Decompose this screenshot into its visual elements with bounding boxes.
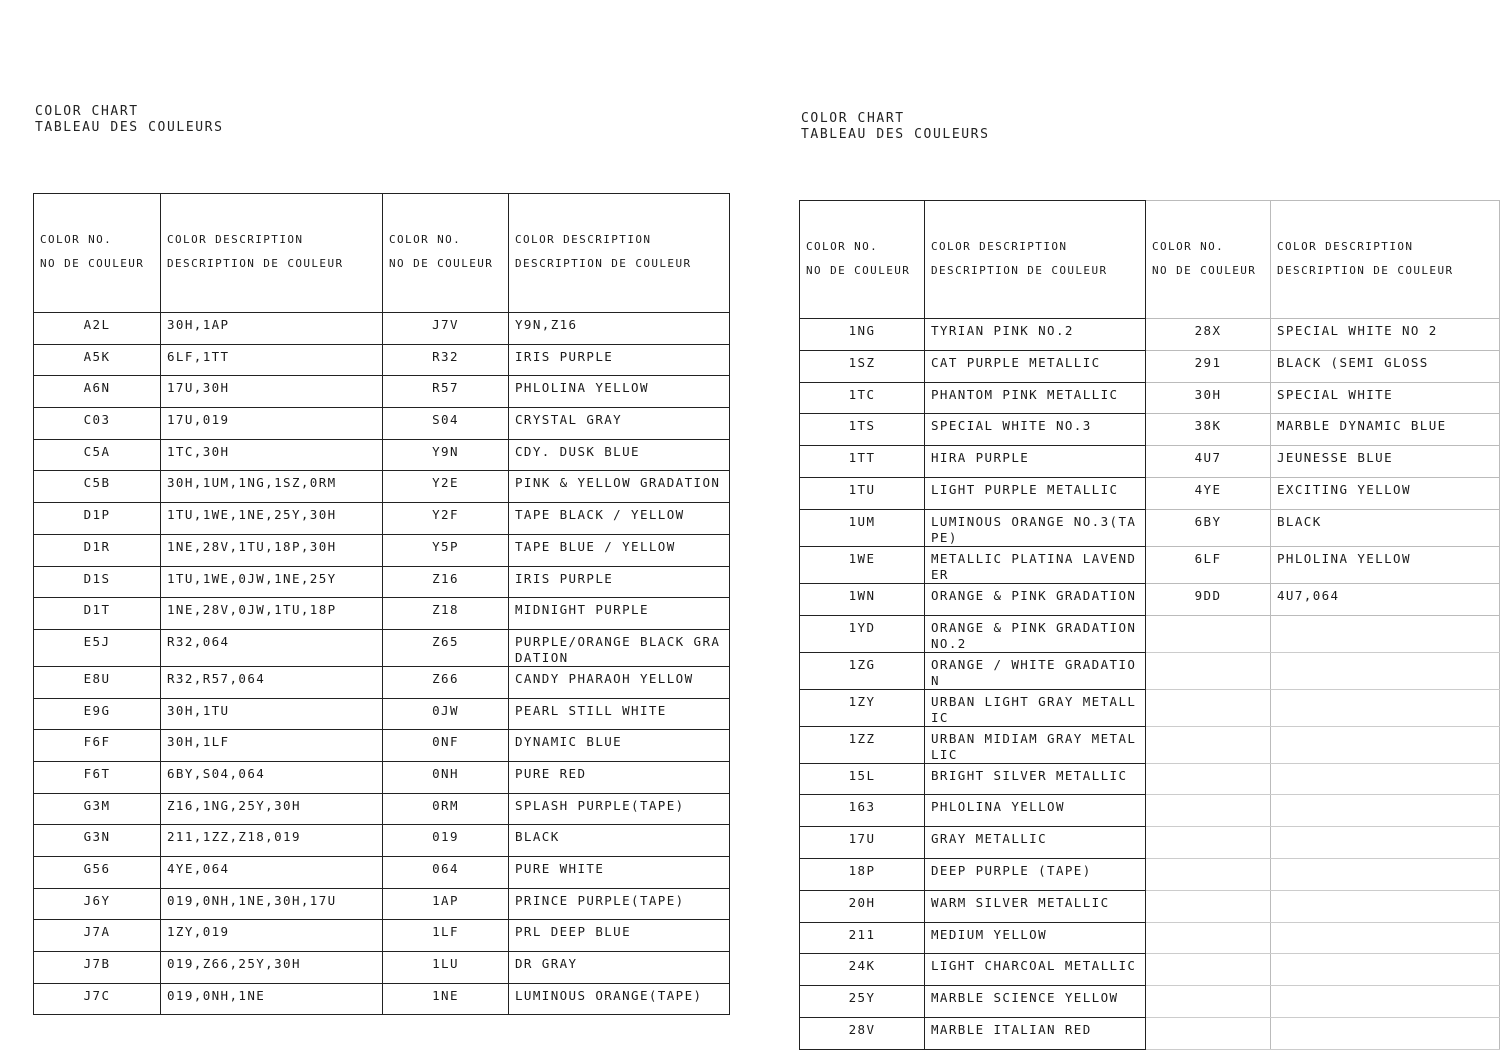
color-code-cell: 1WE bbox=[800, 546, 925, 583]
color-chart-table bbox=[33, 193, 730, 1015]
color-code-cell: D1S bbox=[34, 566, 161, 598]
table-row bbox=[34, 920, 730, 952]
color-code-cell: 019 bbox=[383, 825, 509, 857]
table-row bbox=[800, 583, 1500, 615]
table-row bbox=[800, 795, 1500, 827]
color-description-cell: URBAN MIDIAM GRAY METALLIC bbox=[925, 726, 1146, 763]
color-code-cell bbox=[1146, 795, 1271, 827]
color-code-cell: 1LF bbox=[383, 920, 509, 952]
color-code-cell bbox=[1146, 763, 1271, 795]
color-code-cell: A5K bbox=[34, 344, 161, 376]
color-code-cell: J7A bbox=[34, 920, 161, 952]
table-row bbox=[800, 615, 1500, 652]
table-row bbox=[34, 534, 730, 566]
table-row bbox=[34, 313, 730, 345]
color-description-cell: PURE WHITE bbox=[509, 857, 730, 889]
table-row bbox=[34, 983, 730, 1015]
color-code-cell: F6T bbox=[34, 761, 161, 793]
color-code-cell: 30H bbox=[1146, 382, 1271, 414]
color-code-cell: 064 bbox=[383, 857, 509, 889]
color-description-cell: PEARL STILL WHITE bbox=[509, 698, 730, 730]
color-code-cell: 25Y bbox=[800, 986, 925, 1018]
color-code-cell: 28V bbox=[800, 1017, 925, 1049]
color-code-cell: A6N bbox=[34, 376, 161, 408]
title-english: COLOR CHART bbox=[35, 104, 139, 119]
color-description-cell: PURE RED bbox=[509, 761, 730, 793]
color-code-cell: A2L bbox=[34, 313, 161, 345]
color-code-cell: 1NE bbox=[383, 983, 509, 1015]
header-color-no: COLOR NO. NO DE COULEUR bbox=[1146, 201, 1271, 319]
table-row bbox=[34, 825, 730, 857]
table-row bbox=[800, 922, 1500, 954]
color-description-cell: BLACK (SEMI GLOSS bbox=[1271, 350, 1500, 382]
color-code-cell bbox=[1146, 954, 1271, 986]
color-description-cell: 1TU,1WE,0JW,1NE,25Y bbox=[161, 566, 383, 598]
table-row bbox=[800, 763, 1500, 795]
color-code-cell: Z18 bbox=[383, 598, 509, 630]
table-row bbox=[800, 986, 1500, 1018]
color-chart-table bbox=[799, 200, 1500, 1050]
color-code-cell bbox=[1146, 890, 1271, 922]
page-title bbox=[35, 104, 224, 136]
color-description-cell: LUMINOUS ORANGE(TAPE) bbox=[509, 983, 730, 1015]
color-code-cell: 0JW bbox=[383, 698, 509, 730]
table-row bbox=[34, 888, 730, 920]
table-row bbox=[800, 319, 1500, 351]
table-row bbox=[34, 376, 730, 408]
color-code-cell: R57 bbox=[383, 376, 509, 408]
color-code-cell: 18P bbox=[800, 858, 925, 890]
color-description-cell bbox=[1271, 827, 1500, 859]
color-description-cell bbox=[1271, 689, 1500, 726]
color-code-cell bbox=[1146, 922, 1271, 954]
color-code-cell: F6F bbox=[34, 730, 161, 762]
color-code-cell: 20H bbox=[800, 890, 925, 922]
color-description-cell bbox=[1271, 763, 1500, 795]
header-row bbox=[800, 201, 1500, 319]
color-description-cell: DYNAMIC BLUE bbox=[509, 730, 730, 762]
table-row bbox=[800, 546, 1500, 583]
table-row bbox=[800, 382, 1500, 414]
header-color-description: COLOR DESCRIPTION DESCRIPTION DE COULEUR bbox=[509, 194, 730, 313]
color-description-cell: PURPLE/ORANGE BLACK GRADATION bbox=[509, 629, 730, 666]
color-code-cell: C03 bbox=[34, 408, 161, 440]
table-row bbox=[34, 471, 730, 503]
color-description-cell bbox=[1271, 954, 1500, 986]
color-code-cell: 24K bbox=[800, 954, 925, 986]
color-code-cell: 211 bbox=[800, 922, 925, 954]
color-description-cell: R32,064 bbox=[161, 629, 383, 666]
color-code-cell: D1R bbox=[34, 534, 161, 566]
header-color-no: COLOR NO. NO DE COULEUR bbox=[800, 201, 925, 319]
color-code-cell: Y5P bbox=[383, 534, 509, 566]
color-description-cell: HIRA PURPLE bbox=[925, 446, 1146, 478]
color-code-cell: E8U bbox=[34, 666, 161, 698]
color-code-cell: 163 bbox=[800, 795, 925, 827]
color-description-cell: BLACK bbox=[509, 825, 730, 857]
color-code-cell: 0NF bbox=[383, 730, 509, 762]
table-body bbox=[34, 313, 730, 1015]
color-description-cell: SPECIAL WHITE bbox=[1271, 382, 1500, 414]
color-code-cell: 1TC bbox=[800, 382, 925, 414]
color-code-cell: J6Y bbox=[34, 888, 161, 920]
table-row bbox=[800, 726, 1500, 763]
color-code-cell: 1ZZ bbox=[800, 726, 925, 763]
color-code-cell bbox=[1146, 615, 1271, 652]
color-code-cell: 1YD bbox=[800, 615, 925, 652]
color-code-cell: C5A bbox=[34, 439, 161, 471]
color-code-cell: 1TS bbox=[800, 414, 925, 446]
table-row bbox=[800, 827, 1500, 859]
table-row bbox=[34, 666, 730, 698]
color-description-cell: GRAY METALLIC bbox=[925, 827, 1146, 859]
color-code-cell: J7C bbox=[34, 983, 161, 1015]
color-code-cell: 38K bbox=[1146, 414, 1271, 446]
header-color-description: COLOR DESCRIPTION DESCRIPTION DE COULEUR bbox=[925, 201, 1146, 319]
color-description-cell bbox=[1271, 615, 1500, 652]
header-color-no: COLOR NO. NO DE COULEUR bbox=[34, 194, 161, 313]
color-code-cell: 6LF bbox=[1146, 546, 1271, 583]
color-code-cell: 0NH bbox=[383, 761, 509, 793]
color-description-cell: SPLASH PURPLE(TAPE) bbox=[509, 793, 730, 825]
color-code-cell: S04 bbox=[383, 408, 509, 440]
color-code-cell: Z66 bbox=[383, 666, 509, 698]
color-description-cell: 019,0NH,1NE bbox=[161, 983, 383, 1015]
header-color-description: COLOR DESCRIPTION DESCRIPTION DE COULEUR bbox=[1271, 201, 1500, 319]
color-description-cell: 30H,1UM,1NG,1SZ,0RM bbox=[161, 471, 383, 503]
color-description-cell: ORANGE & PINK GRADATION bbox=[925, 583, 1146, 615]
color-description-cell: 1NE,28V,1TU,18P,30H bbox=[161, 534, 383, 566]
color-description-cell: CRYSTAL GRAY bbox=[509, 408, 730, 440]
header-color-no: COLOR NO. NO DE COULEUR bbox=[383, 194, 509, 313]
color-code-cell bbox=[1146, 858, 1271, 890]
color-description-cell: URBAN LIGHT GRAY METALLIC bbox=[925, 689, 1146, 726]
color-description-cell: PRINCE PURPLE(TAPE) bbox=[509, 888, 730, 920]
color-code-cell: R32 bbox=[383, 344, 509, 376]
color-code-cell: 1NG bbox=[800, 319, 925, 351]
color-description-cell: 1ZY,019 bbox=[161, 920, 383, 952]
table-row bbox=[34, 952, 730, 984]
table-row bbox=[34, 793, 730, 825]
table-row bbox=[34, 629, 730, 666]
color-code-cell: G56 bbox=[34, 857, 161, 889]
color-description-cell: 30H,1AP bbox=[161, 313, 383, 345]
color-description-cell bbox=[1271, 1017, 1500, 1049]
table-row bbox=[800, 446, 1500, 478]
color-description-cell: PHLOLINA YELLOW bbox=[925, 795, 1146, 827]
table-row bbox=[800, 477, 1500, 509]
color-code-cell: E5J bbox=[34, 629, 161, 666]
color-description-cell: DR GRAY bbox=[509, 952, 730, 984]
color-description-cell: 1TC,30H bbox=[161, 439, 383, 471]
color-description-cell: EXCITING YELLOW bbox=[1271, 477, 1500, 509]
table-row bbox=[800, 414, 1500, 446]
table-row bbox=[800, 858, 1500, 890]
color-description-cell: IRIS PURPLE bbox=[509, 344, 730, 376]
color-description-cell: CDY. DUSK BLUE bbox=[509, 439, 730, 471]
table-row bbox=[800, 1017, 1500, 1049]
color-description-cell: 17U,019 bbox=[161, 408, 383, 440]
color-code-cell bbox=[1146, 652, 1271, 689]
color-description-cell: 1NE,28V,0JW,1TU,18P bbox=[161, 598, 383, 630]
color-description-cell: TAPE BLACK / YELLOW bbox=[509, 503, 730, 535]
color-code-cell bbox=[1146, 827, 1271, 859]
color-description-cell: BLACK bbox=[1271, 509, 1500, 546]
color-code-cell: 1WN bbox=[800, 583, 925, 615]
color-description-cell: 211,1ZZ,Z18,019 bbox=[161, 825, 383, 857]
color-description-cell: 30H,1LF bbox=[161, 730, 383, 762]
header-color-description: COLOR DESCRIPTION DESCRIPTION DE COULEUR bbox=[161, 194, 383, 313]
color-description-cell: JEUNESSE BLUE bbox=[1271, 446, 1500, 478]
color-description-cell: CANDY PHARAOH YELLOW bbox=[509, 666, 730, 698]
color-description-cell: MEDIUM YELLOW bbox=[925, 922, 1146, 954]
color-code-cell: 1ZG bbox=[800, 652, 925, 689]
color-description-cell bbox=[1271, 726, 1500, 763]
color-description-cell: BRIGHT SILVER METALLIC bbox=[925, 763, 1146, 795]
color-code-cell: D1T bbox=[34, 598, 161, 630]
color-code-cell: 28X bbox=[1146, 319, 1271, 351]
color-code-cell: 15L bbox=[800, 763, 925, 795]
page-title bbox=[801, 111, 990, 143]
color-description-cell: PHLOLINA YELLOW bbox=[509, 376, 730, 408]
color-description-cell: MIDNIGHT PURPLE bbox=[509, 598, 730, 630]
color-description-cell: Y9N,Z16 bbox=[509, 313, 730, 345]
color-description-cell: LIGHT PURPLE METALLIC bbox=[925, 477, 1146, 509]
color-code-cell: 1ZY bbox=[800, 689, 925, 726]
color-code-cell: 291 bbox=[1146, 350, 1271, 382]
color-code-cell: 1SZ bbox=[800, 350, 925, 382]
color-code-cell: 1LU bbox=[383, 952, 509, 984]
color-description-cell: 4U7,064 bbox=[1271, 583, 1500, 615]
color-description-cell: MARBLE DYNAMIC BLUE bbox=[1271, 414, 1500, 446]
color-description-cell: Z16,1NG,25Y,30H bbox=[161, 793, 383, 825]
table-row bbox=[800, 689, 1500, 726]
color-code-cell bbox=[1146, 726, 1271, 763]
color-description-cell bbox=[1271, 890, 1500, 922]
title-french: TABLEAU DES COULEURS bbox=[801, 127, 990, 142]
color-description-cell: MARBLE ITALIAN RED bbox=[925, 1017, 1146, 1049]
color-description-cell: DEEP PURPLE (TAPE) bbox=[925, 858, 1146, 890]
color-code-cell: 1AP bbox=[383, 888, 509, 920]
color-description-cell: ORANGE & PINK GRADATION NO.2 bbox=[925, 615, 1146, 652]
color-code-cell: 1TU bbox=[800, 477, 925, 509]
color-code-cell: Z16 bbox=[383, 566, 509, 598]
color-description-cell: MARBLE SCIENCE YELLOW bbox=[925, 986, 1146, 1018]
color-code-cell: Y9N bbox=[383, 439, 509, 471]
color-description-cell: ORANGE / WHITE GRADATION bbox=[925, 652, 1146, 689]
table-row bbox=[34, 408, 730, 440]
color-description-cell: 17U,30H bbox=[161, 376, 383, 408]
title-english: COLOR CHART bbox=[801, 111, 905, 126]
color-description-cell: PRL DEEP BLUE bbox=[509, 920, 730, 952]
color-code-cell: 6BY bbox=[1146, 509, 1271, 546]
color-code-cell: Y2E bbox=[383, 471, 509, 503]
table-row bbox=[34, 730, 730, 762]
color-description-cell: 6LF,1TT bbox=[161, 344, 383, 376]
color-code-cell: Z65 bbox=[383, 629, 509, 666]
table-row bbox=[800, 890, 1500, 922]
left-page bbox=[0, 0, 760, 1036]
color-code-cell bbox=[1146, 689, 1271, 726]
table-row bbox=[34, 344, 730, 376]
color-description-cell bbox=[1271, 858, 1500, 890]
table-row bbox=[34, 857, 730, 889]
color-description-cell: 30H,1TU bbox=[161, 698, 383, 730]
table-row bbox=[34, 503, 730, 535]
color-description-cell: 019,0NH,1NE,30H,17U bbox=[161, 888, 383, 920]
color-code-cell: J7V bbox=[383, 313, 509, 345]
table-row bbox=[34, 439, 730, 471]
color-description-cell: 1TU,1WE,1NE,25Y,30H bbox=[161, 503, 383, 535]
color-description-cell: IRIS PURPLE bbox=[509, 566, 730, 598]
table-body bbox=[800, 319, 1500, 1050]
color-description-cell: 019,Z66,25Y,30H bbox=[161, 952, 383, 984]
table-row bbox=[800, 954, 1500, 986]
color-description-cell: SPECIAL WHITE NO 2 bbox=[1271, 319, 1500, 351]
color-description-cell bbox=[1271, 922, 1500, 954]
color-code-cell: 0RM bbox=[383, 793, 509, 825]
right-page bbox=[760, 0, 1500, 1036]
header-row bbox=[34, 194, 730, 313]
color-code-cell bbox=[1146, 1017, 1271, 1049]
color-description-cell: TAPE BLUE / YELLOW bbox=[509, 534, 730, 566]
table-row bbox=[34, 566, 730, 598]
color-code-cell bbox=[1146, 986, 1271, 1018]
color-description-cell: 6BY,S04,064 bbox=[161, 761, 383, 793]
table-row bbox=[800, 652, 1500, 689]
color-description-cell bbox=[1271, 795, 1500, 827]
color-description-cell: 4YE,064 bbox=[161, 857, 383, 889]
table-row bbox=[800, 350, 1500, 382]
table-row bbox=[800, 509, 1500, 546]
color-description-cell: PHANTOM PINK METALLIC bbox=[925, 382, 1146, 414]
color-description-cell: LIGHT CHARCOAL METALLIC bbox=[925, 954, 1146, 986]
color-code-cell: C5B bbox=[34, 471, 161, 503]
color-description-cell: SPECIAL WHITE NO.3 bbox=[925, 414, 1146, 446]
color-description-cell: WARM SILVER METALLIC bbox=[925, 890, 1146, 922]
color-code-cell: D1P bbox=[34, 503, 161, 535]
color-code-cell: G3M bbox=[34, 793, 161, 825]
color-code-cell: J7B bbox=[34, 952, 161, 984]
color-code-cell: 1UM bbox=[800, 509, 925, 546]
color-description-cell bbox=[1271, 986, 1500, 1018]
color-code-cell: 9DD bbox=[1146, 583, 1271, 615]
color-description-cell: TYRIAN PINK NO.2 bbox=[925, 319, 1146, 351]
color-description-cell bbox=[1271, 652, 1500, 689]
color-description-cell: PHLOLINA YELLOW bbox=[1271, 546, 1500, 583]
color-description-cell: METALLIC PLATINA LAVENDER bbox=[925, 546, 1146, 583]
table-row bbox=[34, 698, 730, 730]
title-french: TABLEAU DES COULEURS bbox=[35, 120, 224, 135]
color-code-cell: Y2F bbox=[383, 503, 509, 535]
color-description-cell: PINK & YELLOW GRADATION bbox=[509, 471, 730, 503]
color-code-cell: 4U7 bbox=[1146, 446, 1271, 478]
color-code-cell: 17U bbox=[800, 827, 925, 859]
color-description-cell: R32,R57,064 bbox=[161, 666, 383, 698]
color-code-cell: G3N bbox=[34, 825, 161, 857]
color-description-cell: CAT PURPLE METALLIC bbox=[925, 350, 1146, 382]
table-row bbox=[34, 761, 730, 793]
table-row bbox=[34, 598, 730, 630]
color-description-cell: LUMINOUS ORANGE NO.3(TAPE) bbox=[925, 509, 1146, 546]
color-code-cell: 4YE bbox=[1146, 477, 1271, 509]
color-code-cell: 1TT bbox=[800, 446, 925, 478]
color-code-cell: E9G bbox=[34, 698, 161, 730]
